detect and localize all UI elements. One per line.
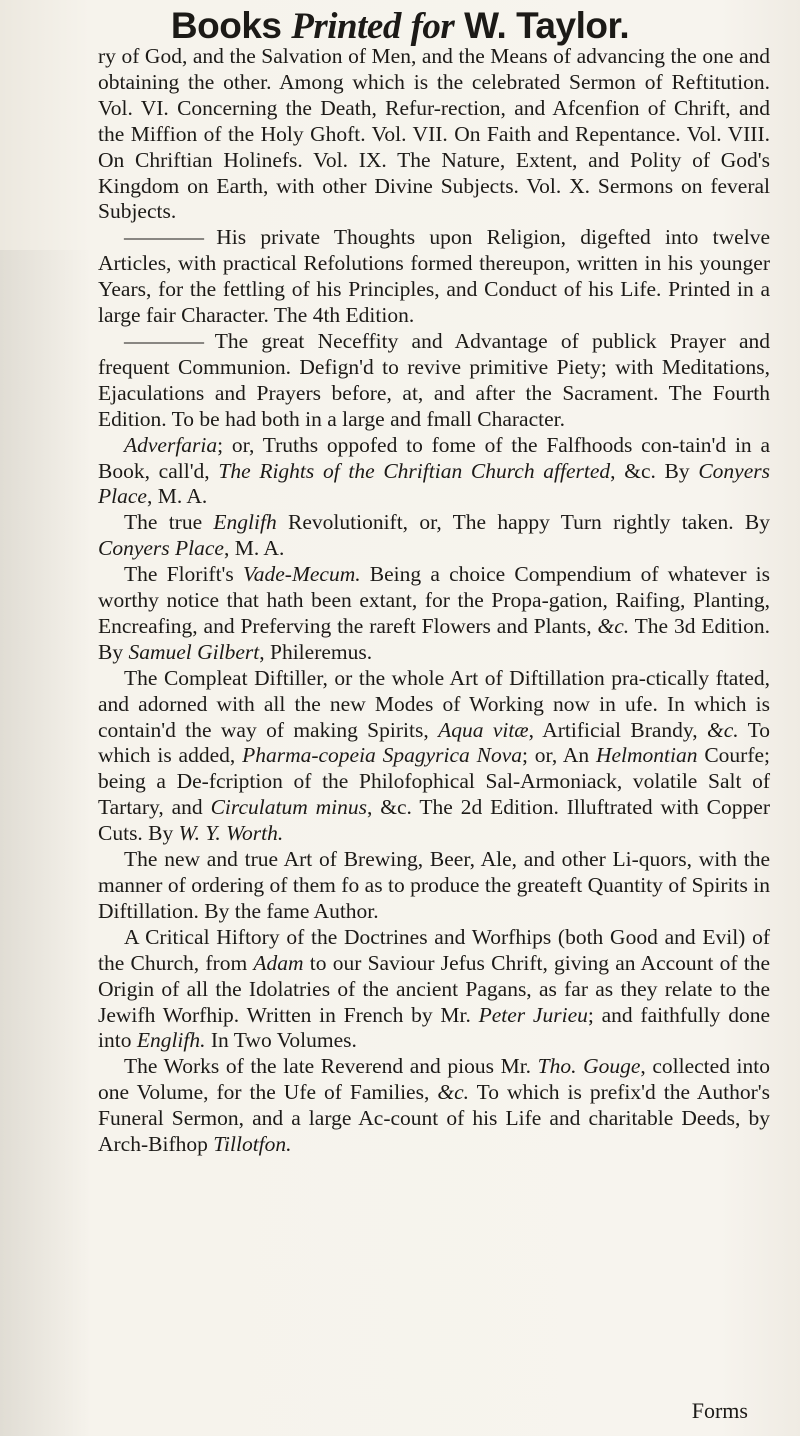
book-entry-adverfaria [98, 433, 770, 511]
entry-text: A Critical Hiftory of the Doctrines and Worfhips (both Good and Evil) of the Church, from [98, 924, 770, 975]
ditto-dash: ———— [124, 328, 202, 353]
book-entry-florift [98, 562, 770, 666]
book-entry-critical-hiftory [98, 925, 770, 1055]
entry-text: , &c. By [610, 458, 699, 483]
italic-text: Englifh. [136, 1028, 206, 1053]
entry-text: , Artificial Brandy, [528, 717, 707, 742]
book-entry-publick-prayer [98, 329, 770, 433]
entry-text: , M. A. [223, 536, 285, 561]
italic-text: Englifh [213, 510, 277, 535]
book-gutter-shadow [0, 250, 92, 1436]
italic-text: Conyers Place [98, 458, 771, 509]
catchword: Forms [691, 1398, 748, 1423]
header-publisher: W. Taylor. [464, 5, 630, 46]
entry-text: The Works of the late Reverend and pious Mr. [124, 1054, 538, 1079]
italic-text: Tillotfon. [213, 1132, 292, 1157]
entry-text: The new and true Art of Brewing, Beer, Ale, and other Li-quors, with the manner of ordering of them fo as to produce the greateft Quantity of Spirits in Diftillation. By the fame Author. [98, 847, 770, 923]
entry-text: The Florift's [124, 562, 243, 587]
italic-text: W. Y. Worth. [178, 821, 284, 846]
italic-text: &c. [597, 613, 630, 638]
italic-text: Peter Jurieu [478, 1002, 588, 1027]
italic-text: Aqua vitæ [438, 717, 529, 742]
italic-text: Helmontian [595, 743, 698, 768]
entry-text: Revolutionift, or, The happy Turn rightly taken. By [276, 510, 771, 535]
header-books: Books [170, 5, 282, 46]
entry-text: To which is added, [98, 717, 771, 768]
header-for: for [410, 6, 455, 47]
italic-text: &c. [707, 717, 739, 742]
italic-text: Tho. Gouge [537, 1054, 641, 1079]
entry-text: To which is prefix'd the Author's Funeral Sermon, and a large Ac-count of his Life and charitable Deeds, by Arch-Bifhop [98, 1080, 770, 1157]
entry-text: Being a choice Compendium of whatever is worthy notice that hath been extant, for the Propa-gation, Raifing, Planting, Encreafing, and Preferving the rareft Flowers and Plants, [98, 562, 771, 638]
entry-text: ry of God, and the Salvation of Men, and the Means of advancing the one and obtaining the other. Among which is the celebrated Sermon of Reftitution. Vol. VI. Concerning the Death, Refur-rection, and Afcenfion of Chrift, and the Miffion of the Holy Ghoft. Vol. VII. On Faith and Repentance. Vol. VIII. On Chriftian Holinefs. Vol. IX. The Nature, Extent, and Polity of God's Kingdom on Earth, with other Divine Subjects. Vol. X. Sermons on feveral Subjects. [98, 44, 770, 224]
book-entry-private-thoughts [98, 225, 770, 329]
italic-text: Pharma-copeia Spagyrica Nova [242, 743, 523, 768]
italic-text: Adam [253, 950, 304, 975]
entry-text: The Compleat Diftiller, or the whole Art of Diftillation pra-ctically ftated, and adorned with all the new Modes of Working now in ufe. In which is contain'd the way of making Spirits, [98, 665, 770, 742]
entry-text: , Philеremus. [259, 639, 373, 664]
book-entry-gouge [98, 1054, 770, 1158]
entry-text: The 3d Edition. By [98, 613, 771, 664]
entry-text: His private Thoughts upon Religion, digefted into twelve Articles, with practical Refolutions formed thereupon, written in his younger Years, for the fettling of his Principles, and Conduct of his Life. Printed in a large fair Character. The 4th Edition. [98, 225, 770, 328]
italic-text: &c. [437, 1080, 469, 1105]
book-entry-cont [98, 44, 770, 225]
entry-text: ; or, An [522, 743, 596, 768]
entry-text: The true [124, 510, 214, 535]
italic-text: Conyers Place [98, 536, 224, 561]
entry-text: In Two Volumes. [205, 1028, 357, 1053]
ditto-dash: ———— [124, 225, 202, 250]
entry-text: ; or, Truths oppofed to fome of the Falfhoods con-tain'd in a Book, call'd, [98, 432, 770, 483]
entry-text: ; and faithfully done into [98, 1002, 770, 1053]
italic-text: Adverfaria [124, 432, 218, 457]
running-header [0, 4, 800, 49]
italic-text: Samuel Gilbert [128, 639, 260, 664]
entry-text: The great Neceffity and Advantage of publick Prayer and frequent Communion. Defign'd to revive primitive Piety; with Meditations, Ejaculations and Prayers before, at, and after the Sacrament. The Fourth Edition. To be had both in a large and fmall Character. [98, 328, 770, 431]
book-entry-diftiller [98, 666, 770, 847]
italic-text: The Rights of the Chriftian Church afferted [218, 458, 611, 483]
entry-text: , collected into one Volume, for the Ufe of Families, [98, 1054, 770, 1105]
book-entry-brewing [98, 847, 770, 925]
entry-text: , &c. The 2d Edition. Illuftrated with Copper Cuts. By [98, 795, 770, 846]
book-entry-revolutionift [98, 510, 770, 562]
entry-text: to our Saviour Jefus Chrift, giving an Account of the Origin of all the Idolatries of the ancient Pagans, as far as they relate to the Jewifh Worfhip. Written in French by Mr. [98, 950, 770, 1027]
entry-text: Courfe; being a De-fcription of the Philofophical Sal-Armoniack, volatile Salt of Tartary, and [98, 743, 770, 820]
italic-text: Circulatum minus [210, 795, 367, 820]
header-printed: Printed [291, 6, 401, 47]
entry-text: , M. A. [146, 484, 208, 509]
book-list [98, 44, 770, 1158]
italic-text: Vade-Mecum. [243, 562, 361, 587]
